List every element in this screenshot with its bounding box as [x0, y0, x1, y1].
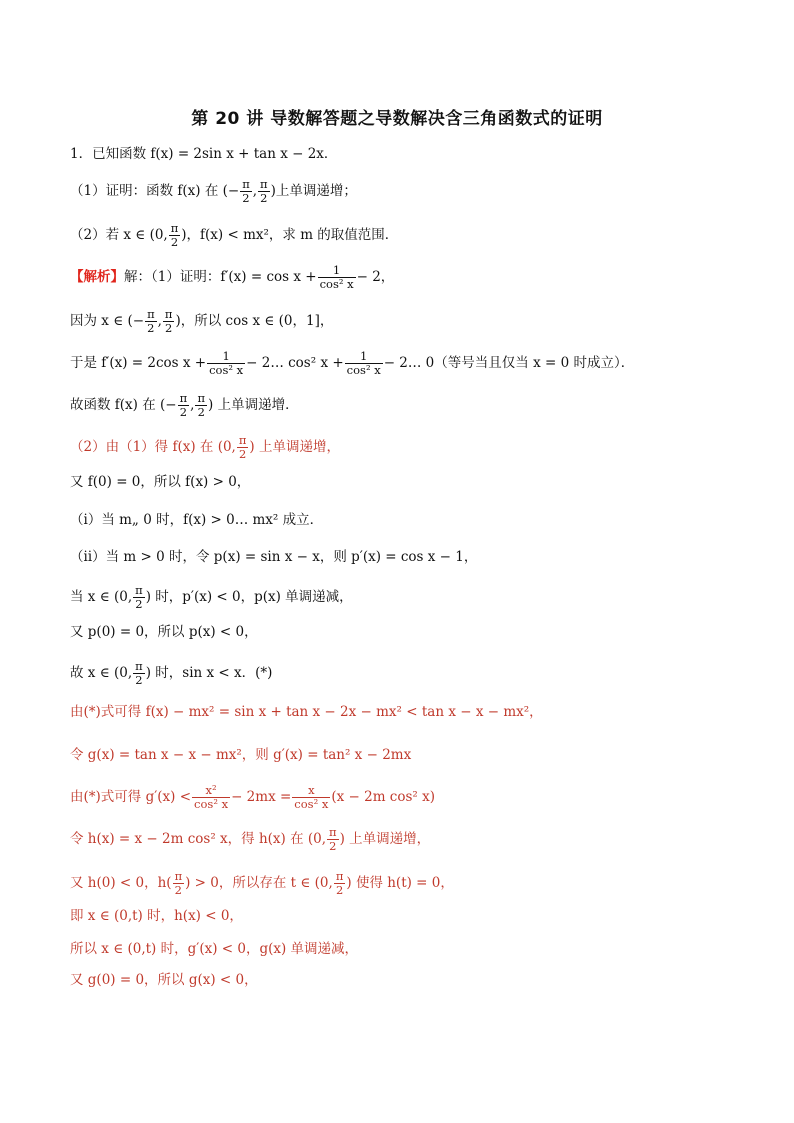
solution-part2-line-12: 又 h(0) < 0，h( $\frac{\pi}{2}$ ) > 0，所以存在 t ∈ (0, $\frac{\pi}{2}$ ) 使得 h(t) = 0，: [70, 869, 454, 897]
solution-line-3: 于是 f′(x) = 2cos x + $\frac{1}{\text{cos² x}}$ − 2… cos² x + $\frac{1}{\text{cos² x}}$ − 2… 0（等号当且仅当 x = 0 时成立）．: [70, 349, 635, 377]
problem-part-1: （1）证明：函数 f(x) 在 (− $\frac{\pi}{2}$ , $\frac{\pi}{2}$ )上单调递增；: [70, 177, 357, 205]
solution-part2-line-15: 又 g(0) = 0，所以 g(x) < 0，: [70, 972, 258, 988]
solution-part2-line-6: 又 p(0) = 0，所以 p(x) < 0，: [70, 624, 258, 640]
fraction-x2-over-cos2x: $\frac{\text{x²}}{\text{cos² x}}$: [194, 783, 229, 811]
fraction-pi-over-2: $\frac{\pi}{2}$: [164, 307, 173, 335]
solution-part2-line-7: 故 x ∈ (0, $\frac{\pi}{2}$ ) 时，sin x < x．(*): [70, 659, 273, 687]
solution-part2-line-14: 所以 x ∈ (0,t) 时，g′(x) < 0，g(x) 单调递减，: [70, 941, 359, 957]
solution-part2-line-5: 当 x ∈ (0, $\frac{\pi}{2}$ ) 时，p′(x) < 0，p(x) 单调递减，: [70, 583, 353, 611]
solution-part2-line-4: （ⅱ）当 m > 0 时，令 p(x) = sin x − x，则 p′(x) = cos x − 1，: [70, 549, 478, 565]
solution-part2-line-2: 又 f(0) = 0，所以 f(x) > 0，: [70, 474, 251, 490]
fraction-pi-over-2: $\frac{\pi}{2}$: [170, 221, 179, 249]
fraction-pi-over-2: $\frac{\pi}{2}$: [242, 177, 250, 205]
fraction-pi-over-2: $\frac{\pi}{2}$: [260, 177, 268, 205]
fraction-pi-over-2: $\frac{\pi}{2}$: [147, 307, 155, 335]
solution-part2-line-1: （2）由（1）得 f(x) 在 (0, $\frac{\pi}{2}$ ) 上单调递增，: [70, 433, 340, 461]
solution-part2-line-13: 即 x ∈ (0,t) 时，h(x) < 0，: [70, 908, 243, 924]
solution-part2-line-8: 由(*)式可得 f(x) − mx² = sin x + tan x − 2x − mx² < tan x − x − mx²，: [70, 704, 543, 720]
fraction-x-over-cos2x: $\frac{x}{\text{cos² x}}$: [294, 783, 329, 811]
solution-part2-line-9: 令 g(x) = tan x − x − mx²，则 g′(x) = tan² x − 2mx: [70, 747, 412, 763]
fraction-pi-over-2: $\frac{\pi}{2}$: [174, 869, 183, 897]
problem-part-2: （2）若 x ∈ (0, $\frac{\pi}{2}$ )，f(x) < mx²，求 m 的取值范围．: [70, 221, 399, 249]
problem-intro: 1．已知函数 f(x) = 2sin x + tan x − 2x．: [70, 146, 338, 162]
solution-part2-line-11: 令 h(x) = x − 2m cos² x，得 h(x) 在 (0, $\frac{\pi}{2}$ ) 上单调递增，: [70, 825, 431, 853]
fraction-pi-over-2: $\frac{\pi}{2}$: [329, 825, 337, 853]
fraction-1-over-cos2x: $\frac{1}{\text{cos² x}}$: [346, 349, 381, 377]
solution-part2-line-10: 由(*)式可得 g′(x) < $\frac{\text{x²}}{\text{cos² x}}$ − 2mx = $\frac{x}{\text{cos² x}}$ (x − 2m cos² x): [70, 783, 435, 811]
analysis-tag: 【解析】: [70, 269, 124, 285]
solution-line-1: 【解析】解：（1）证明：f′(x) = cos x + $\frac{1}{\text{cos² x}}$ − 2，: [70, 263, 395, 291]
fraction-pi-over-2: $\frac{\pi}{2}$: [238, 433, 247, 461]
fraction-pi-over-2: $\frac{\pi}{2}$: [197, 391, 206, 419]
fraction-pi-over-2: $\frac{\pi}{2}$: [179, 391, 188, 419]
fraction-pi-over-2: $\frac{\pi}{2}$: [135, 583, 143, 611]
fraction-pi-over-2: $\frac{\pi}{2}$: [135, 659, 143, 687]
solution-part2-line-3: （ⅰ）当 m„ 0 时，f(x) > 0… mx² 成立．: [70, 512, 324, 528]
solution-line-4: 故函数 f(x) 在 (− $\frac{\pi}{2}$ , $\frac{\pi}{2}$ ) 上单调递增．: [70, 391, 299, 419]
page-title: 第 20 讲 导数解答题之导数解决含三角函数式的证明: [191, 109, 603, 129]
fraction-1-over-cos2x: $\frac{1}{\text{cos² x}}$: [319, 263, 354, 291]
fraction-pi-over-2: $\frac{\pi}{2}$: [335, 869, 344, 897]
fraction-1-over-cos2x: $\frac{1}{\text{cos² x}}$: [209, 349, 244, 377]
solution-line-2: 因为 x ∈ (− $\frac{\pi}{2}$ , $\frac{\pi}{2}$ )，所以 cos x ∈ (0，1]，: [70, 307, 334, 335]
